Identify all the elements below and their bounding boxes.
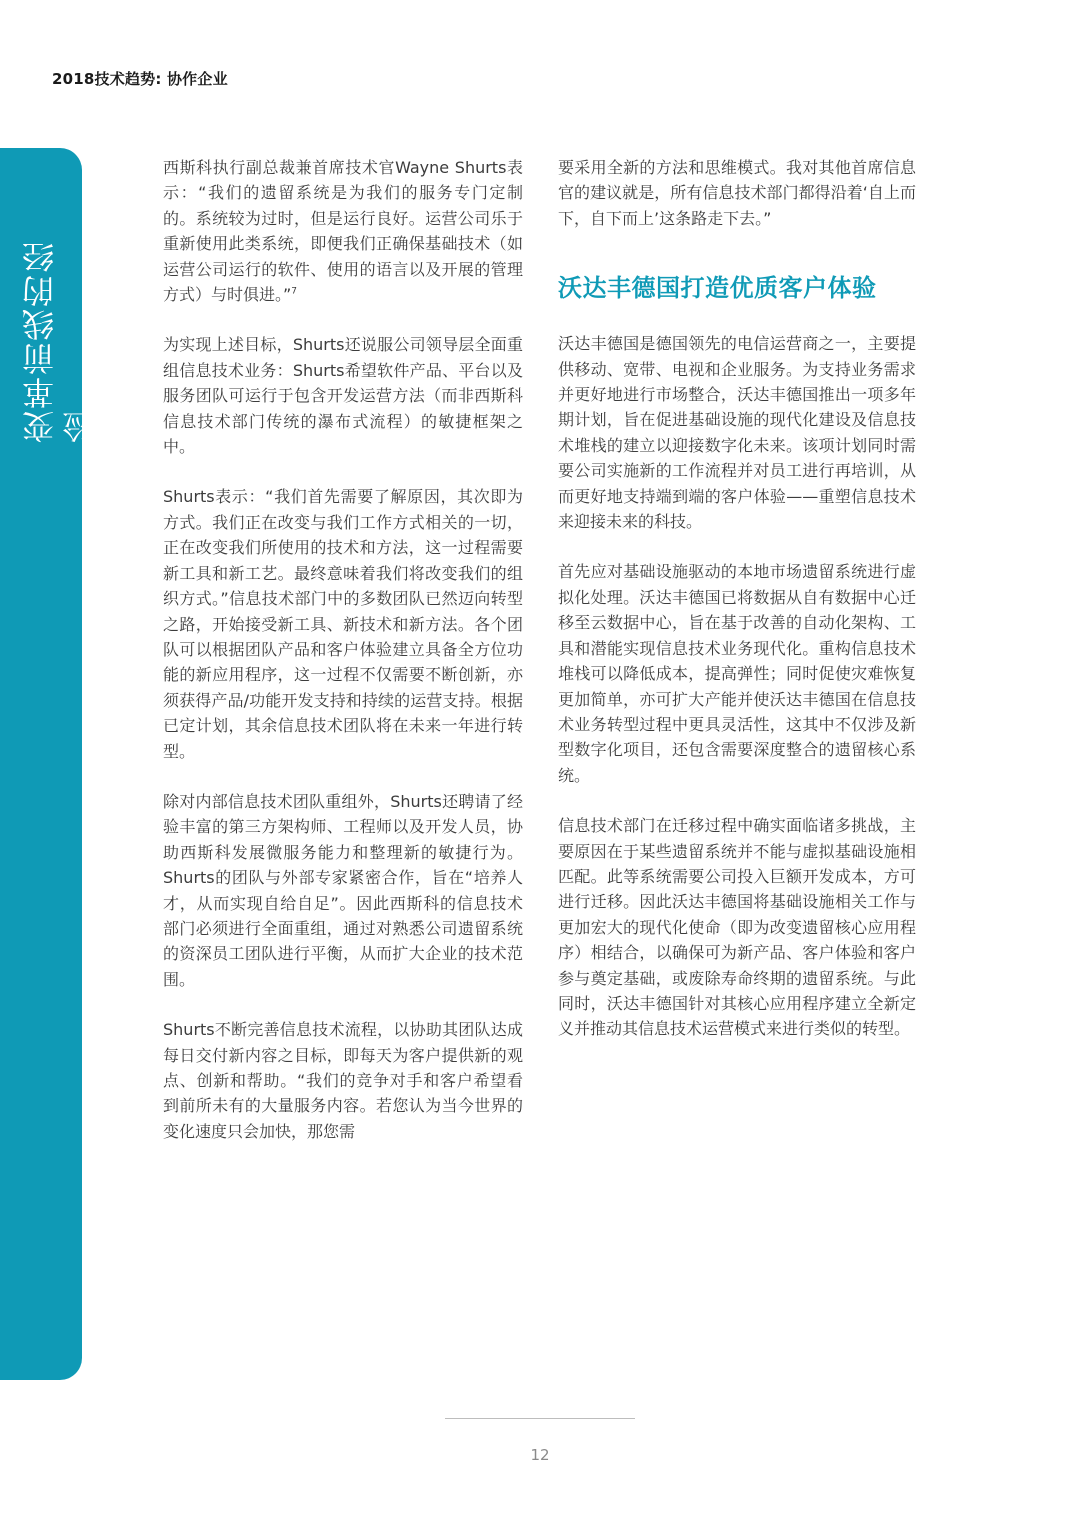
footer-divider [445,1418,635,1419]
left-text-column [163,155,523,1169]
section-heading: 沃达丰德国打造优质客户体验 [558,274,877,303]
body-paragraph: 首先应对基础设施驱动的本地市场遗留系统进行虚拟化处理。沃达丰德国已将数据从自有数据中心迁移至云数据中心，旨在基于改善的自动化架构、工具和潜能实现信息技术业务现代化。重构信息技术堆栈可以降低成本，提高弹性；同时促使灾难恢复更加简单，亦可扩大产能并使沃达丰德国在信息技术业务转型过程中更具灵活性，这其中不仅涉及新型数字化项目，还包含需要深度整合的遗留核心系统。 [558,562,916,785]
right-text-column [558,155,916,1067]
body-paragraph: Shurts表示：“我们首先需要了解原因，其次即为方式。我们正在改变与我们工作方式相关的一切，正在改变我们所使用的技术和方法，这一过程需要新工具和新工艺。最终意味着我们将改变我们的组织方式。”信息技术部门中的多数团队已然迈向转型之路，开始接受新工具、新技术和新方法。各个团队可以根据团队产品和客户体验建立具备全方位功能的新应用程序，这一过程不仅需要不断创新，亦须获得产品/功能开发支持和持续的运营支持。根据已定计划，其余信息技术团队将在未来一年进行转型。 [163,487,523,761]
body-paragraph: Shurts不断完善信息技术流程，以协助其团队达成每日交付新内容之目标，即每天为客户提供新的观点、创新和帮助。“我们的竞争对手和客户希望看到前所未有的大量服务内容。若您认为当今世界的变化速度只会加快，那您需 [163,1020,523,1141]
footnote-reference: 7 [291,286,298,297]
body-paragraph: 除对内部信息技术团队重组外，Shurts还聘请了经验丰富的第三方架构师、工程师以及开发人员，协助西斯科发展微服务能力和整理新的敏捷行为。Shurts的团队与外部专家紧密合作，旨在“培养人才，从而实现自给自足”。因此西斯科的信息技术部门必须进行全面重组，通过对熟悉公司遗留系统的资深员工团队进行平衡，从而扩大企业的技术范围。 [163,791,523,989]
body-paragraph: 信息技术部门在迁移过程中确实面临诸多挑战，主要原因在于某些遗留系统并不能与虚拟基础设施相匹配。此等系统需要公司投入巨额开发成本，方可进行迁移。因此沃达丰德国将基础设施相关工作与更加宏大的现代化使命（即为改变遗留核心应用程序）相结合，以确保可为新产品、客户体验和客户参与奠定基础，或废除寿命终期的遗留系统。与此同时，沃达丰德国针对其核心应用程序建立全新定义并推动其信息技术运营模式来进行类似的转型。 [558,816,916,1039]
body-paragraph: 要采用全新的方法和思维模式。我对其他首席信息官的建议就是，所有信息技术部门都得沿着‘自上而下，自下而上’这条路走下去。” [558,158,916,228]
running-header-title: 2018技术趋势: 协作企业 [52,70,228,88]
body-paragraph [163,155,523,307]
paragraph-text: 西斯科执行副总裁兼首席技术官Wayne Shurts表示：“我们的遗留系统是为我们的服务专门定制的。系统较为过时，但是运行良好。运营公司乐于重新使用此类系统，即便我们正确保基础技术（如运营公司运行的软件、使用的语言以及开展的管理方式）与时俱进。” [163,158,523,305]
body-paragraph: 沃达丰德国是德国领先的电信运营商之一，主要提供移动、宽带、电视和企业服务。为支持业务需求并更好地进行市场整合，沃达丰德国推出一项多年期计划，旨在促进基础设施的现代化建设及信息技术堆栈的建立以迎接数字化未来。该项计划同时需要公司实施新的工作流程并对员工进行再培训，从而更好地支持端到端的客户体验——重塑信息技术来迎接未来的科技。 [558,334,916,532]
section-side-tab-label: 变革前线的经验 [21,239,99,443]
body-paragraph: 为实现上述目标，Shurts还说服公司领导层全面重组信息技术业务：Shurts希望软件产品、平台以及服务团队可运行于包含开发运营方法（而非西斯科信息技术部门传统的瀑布式流程）的敏捷框架之中。 [163,335,523,457]
page-number: 12 [530,1446,550,1464]
